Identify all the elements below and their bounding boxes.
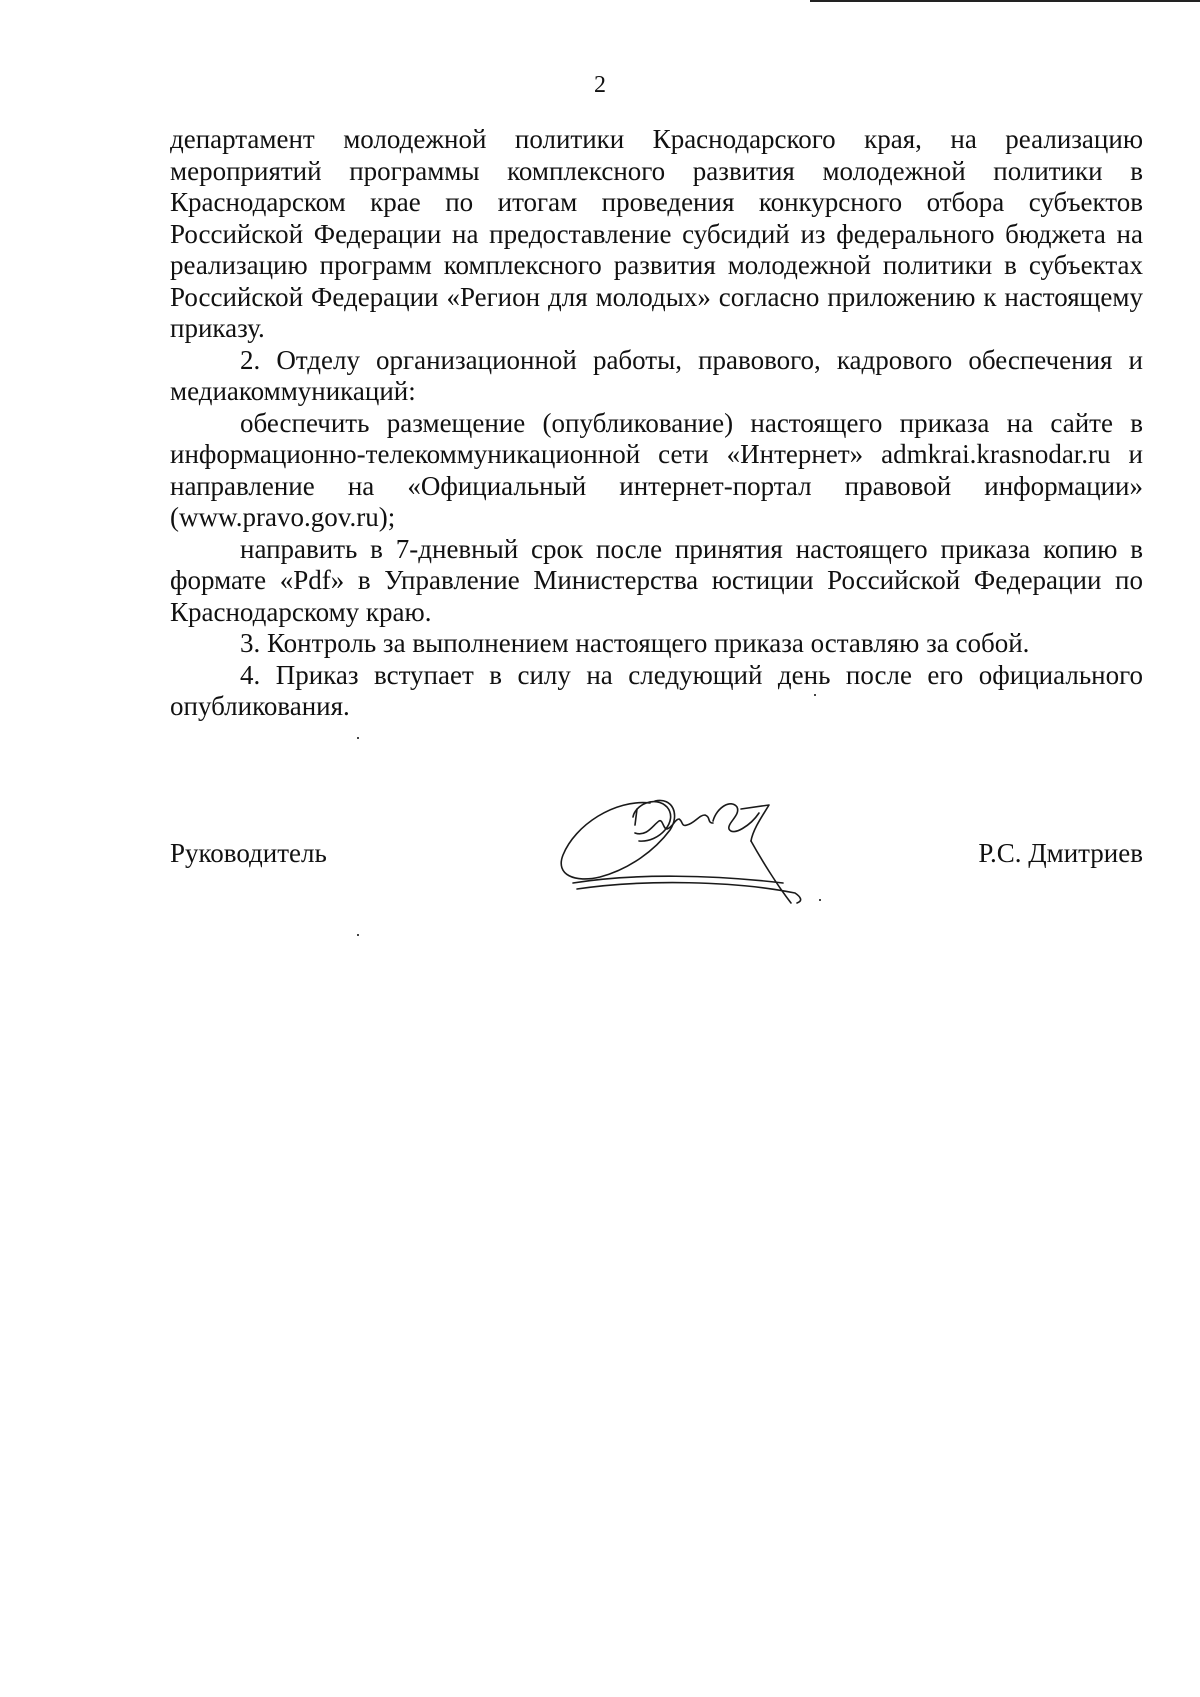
scan-speck (357, 737, 359, 739)
paragraph-item-4: 4. Приказ вступает в силу на следующий день после его официального опубликования. (170, 659, 1143, 721)
handwritten-signature (555, 785, 855, 925)
paragraph-item-2: 2. Отделу организационной работы, правового, кадрового обеспечения и медиакоммуникаций: (170, 344, 1143, 406)
scan-speck (357, 934, 359, 936)
paragraph-send-copy: направить в 7-дневный срок после принятия настоящего приказа копию в формате «Pdf» в Управление Министерства юстиции Российской Федерации по Краснодарскому краю. (170, 533, 1143, 627)
scan-speck (814, 694, 816, 696)
paragraph-item-3: 3. Контроль за выполнением настоящего приказа оставляю за собой. (240, 628, 1030, 658)
paragraph-publication: обеспечить размещение (опубликование) настоящего приказа на сайте в информационно-телекоммуникационной сети «Интернет» admkrai.krasnodar.ru и направление на «Официальный интернет-портал правовой информации» (www.pravo.gov.ru); (170, 407, 1143, 532)
top-edge-rule (810, 0, 1200, 2)
scan-speck (819, 899, 821, 901)
page-number: 2 (594, 72, 606, 98)
signatory-name: Р.С. Дмитриев (978, 838, 1143, 868)
paragraph-continuation: департамент молодежной политики Краснодарского края, на реализацию мероприятий программы комплексного развития молодежной политики в Краснодарском крае по итогам проведения конкурсного отбора субъектов Российской Федерации на предоставление субсидий из федерального бюджета на реализацию программ комплексного развития молодежной политики в субъектах Российской Федерации «Регион для молодых» согласно приложению к настоящему приказу. (170, 124, 1143, 343)
signatory-position: Руководитель (170, 838, 327, 868)
document-body (170, 124, 1143, 723)
